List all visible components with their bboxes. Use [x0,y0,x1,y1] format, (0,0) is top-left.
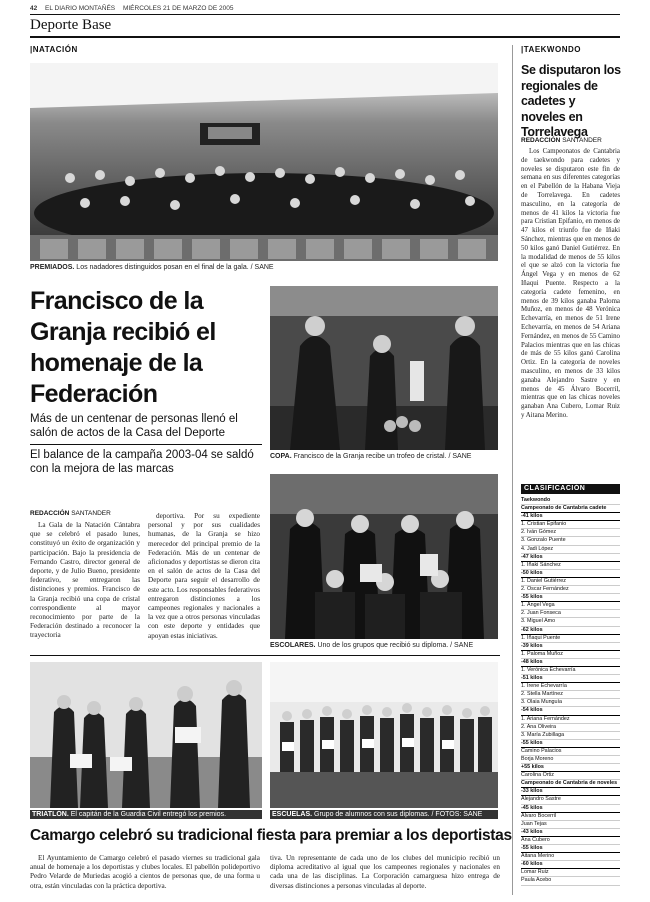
clasificacion-title: CLASIFICACIÓN [521,484,620,494]
clasificacion-list [521,497,620,897]
clasificacion-heading: -51 kilos [521,675,620,683]
clasificacion-row: 3. Olaia Munguía [521,699,620,707]
clasificacion-row: 1. Verónica Echevarría [521,667,620,675]
clasificacion-row: 2. Iván Gómez [521,529,620,537]
clasificacion-heading: -55 kilos [521,845,620,853]
clasificacion-row: Álvaro Bocerril [521,813,620,821]
clasificacion-heading: -41 kilos [521,513,620,521]
clasificacion-row: 3. Miguel Amo [521,618,620,626]
clasificacion-row: 3. Gonzalo Puente [521,537,620,545]
clasificacion-row: 2. Ana Oliveira [521,724,620,732]
premiados-caption: PREMIADOS. Los nadadores distinguidos posan en el final de la gala. / SANE [30,264,274,271]
clasificacion-row: 2. Stella Martínez [521,691,620,699]
natacion-headline: Francisco de la Granja recibió el homenaje de la Federación [30,287,216,408]
clasificacion-heading: -55 kilos [521,594,620,602]
copa-photo [270,286,498,450]
masthead: EL DIARIO MONTAÑÉS [45,5,116,12]
natacion-body-col2: deportiva. Por su expediente personal y por sus cualidades humanas, de la Granja se hizo merecedor del principal premio de la Federación. Más de un centenar de aficionados y deportistas se dieron cita en el salón de actos de la Casa del Deporte para seguir el desarrollo de este acto. Los responsables federativos entregaron distinciones a los campeones regionales y nacionales a la vez que a otros personas vinculadas con este deporte y entidades que apoyan estas iniciativas. [148,512,260,640]
clasificacion-row: Carolina Ortiz [521,772,620,780]
clasificacion-row: 1. Paloma Muñoz [521,651,620,659]
clasificacion-row: Camino Palacios [521,748,620,756]
clasificacion-row: Juan Tejas [521,821,620,829]
clasificacion-heading: Campeonato de Cantabria de noveles [521,780,620,788]
triatlon-photo [30,662,262,808]
page-header [30,4,620,14]
clasificacion-row: Borja Moreno [521,756,620,764]
clasificacion-row: 1. Irene Echevarría [521,683,620,691]
escuelas-photo [270,662,498,808]
clasificacion-heading: -62 kilos [521,627,620,635]
section-title: Deporte Base [30,17,112,33]
taekwondo-body: Los Campeonatos de Cantabria de taekwondo para cadetes y noveles se disputaron este fin de semana en sus diferentes categorías en el Pabellón de la Habana Vieja de Torrelavega. En cadetes masculino, en la categoría de menos de 41 kilos la victoria fue para Cristian Epifanio, en menos de 47 kilos el triunfo fue de Iñaki Sánchez, mientras que en menos de 50 kilos ganó Daniel Gutiérrez. En la modalidad de menos de 55 kilos el que se alzó con la victoria fue Ángel Vega y en menos de 62 Iñaqui Puente. Respecto a la categoría cadete femenino, en menos de 39 kilos ganaba Paloma Muñoz, en menos de 48 Verónica Echevarría, en menos de 51 Irene Echevarría, en menos de 54 Ariana Fernández, en menos de 55 Camino Palacios mientras que en las chicas de más de 55 kilos ganó Carolina Ortiz. En la categoría de noveles masculino, en menos de 33 kilos ganaba Alejandro Sastre y en menos de 45 Álvaro Bocerril, mientras que en las chicas noveles ganaban Ana Cubero, Lomar Ruiz y Aitana Merino. [521,148,620,419]
copa-caption: COPA. Francisco de la Granja recibe un trofeo de cristal. / SANE [270,453,472,460]
clasificacion-heading: -55 kilos [521,740,620,748]
clasificacion-row: 1. Cristian Epifanio [521,521,620,529]
clasificacion-heading: -48 kilos [521,659,620,667]
clasificacion-heading: -39 kilos [521,643,620,651]
taekwondo-headline: Se disputaron los regionales de cadetes y noveles en Torrelavega [521,63,621,139]
clasificacion-heading: -50 kilos [521,570,620,578]
clasificacion-row: Aitana Merino [521,853,620,861]
camargo-body-col1: El Ayuntamiento de Camargo celebró el pasado viernes su tradicional gala anual de homenaje a los deportistas y clubes locales. El pabellón polideportivo Pedro Velarde de Muriedas acogió a cientos de personas que, de una forma u otra, están vinculadas con la práctica deportiva. [30,854,260,890]
taekwondo-tag: |TAEKWONDO [521,45,581,54]
clasificacion-row: Ana Cubero [521,837,620,845]
clasificacion-heading: -54 kilos [521,707,620,715]
issue-date: MIÉRCOLES 21 DE MARZO DE 2005 [122,5,234,12]
clasificacion-row: 1. Iñaki Sánchez [521,562,620,570]
clasificacion-heading: +55 kilos [521,764,620,772]
page-number: 42 [30,5,38,12]
clasificacion-heading: -45 kilos [521,805,620,813]
clasificacion-heading: Taekwondo [521,497,620,505]
camargo-body-col2: tiva. Un representante de cada uno de los clubes del municipio recibió un diploma acreditativo al igual que los campeones regionales y nacionales en cada una de las disciplinas. La Corporación camarguesa hizo entrega de diversas distinciones a personas vinculadas al deporte. [270,854,500,890]
natacion-body-col1: La Gala de la Natación Cántabra que se celebró el pasado lunes, constituyó un éxito de organización y participación. Bajo la presidencia de Fernando Castro, director general de deporte, y de Julio Bueno, presidente federativo, se entregaron las distinciones y premios. Francisco de la Granja recibió una copa de cristal correspondiente al mayor reconocimiento por parte de la Federación destinado a reconocer la trayectoria [30,521,140,640]
clasificacion-row: 4. Jadi López [521,546,620,554]
clasificacion-heading: -47 kilos [521,554,620,562]
triatlon-caption: TRIATLÓN. El capitán de la Guardia Civil entregó los premios. [30,810,262,819]
camargo-headline: Camargo celebró su tradicional fiesta para premiar a los deportistas [30,827,512,844]
premiados-photo [30,63,498,261]
clasificacion-heading: Campeonato de Cantabria cadete [521,505,620,513]
clasificacion-row: 2. Óscar Fernández [521,586,620,594]
clasificacion-row: Alejandro Sastre [521,796,620,804]
clasificacion-heading: -60 kilos [521,861,620,869]
clasificacion-row: Paula Acebo [521,877,620,885]
clasificacion-heading: -33 kilos [521,788,620,796]
natacion-tag: |NATACIÓN [30,45,78,54]
clasificacion-row: 1. Ángel Vega [521,602,620,610]
clasificacion-row: Lomar Ruiz [521,869,620,877]
clasificacion-heading: -43 kilos [521,829,620,837]
clasificacion-row: 1. Iñaqui Puente [521,635,620,643]
escolares-photo [270,474,498,639]
clasificacion-row: 3. María Zubillaga [521,732,620,740]
escuelas-caption: ESCUELAS. Grupo de alumnos con sus diplomas. / FOTOS: SANE [270,810,498,819]
clasificacion-row: 1. Daniel Gutiérrez [521,578,620,586]
clasificacion-row: 1. Ariana Fernández [521,716,620,724]
natacion-subhead-2: El balance de la campaña 2003-04 se saldó con la mejora de las marcas [30,449,254,475]
taekwondo-byline: REDACCIÓN SANTANDER [521,137,602,144]
natacion-byline: REDACCIÓN SANTANDER [30,510,111,517]
escolares-caption: ESCOLARES. Uno de los grupos que recibió su diploma. / SANE [270,642,474,649]
natacion-subhead-1: Más de un centenar de personas llenó el salón de actos de la Casa del Deporte [30,413,238,439]
clasificacion-row: 2. Juan Fonseca [521,610,620,618]
